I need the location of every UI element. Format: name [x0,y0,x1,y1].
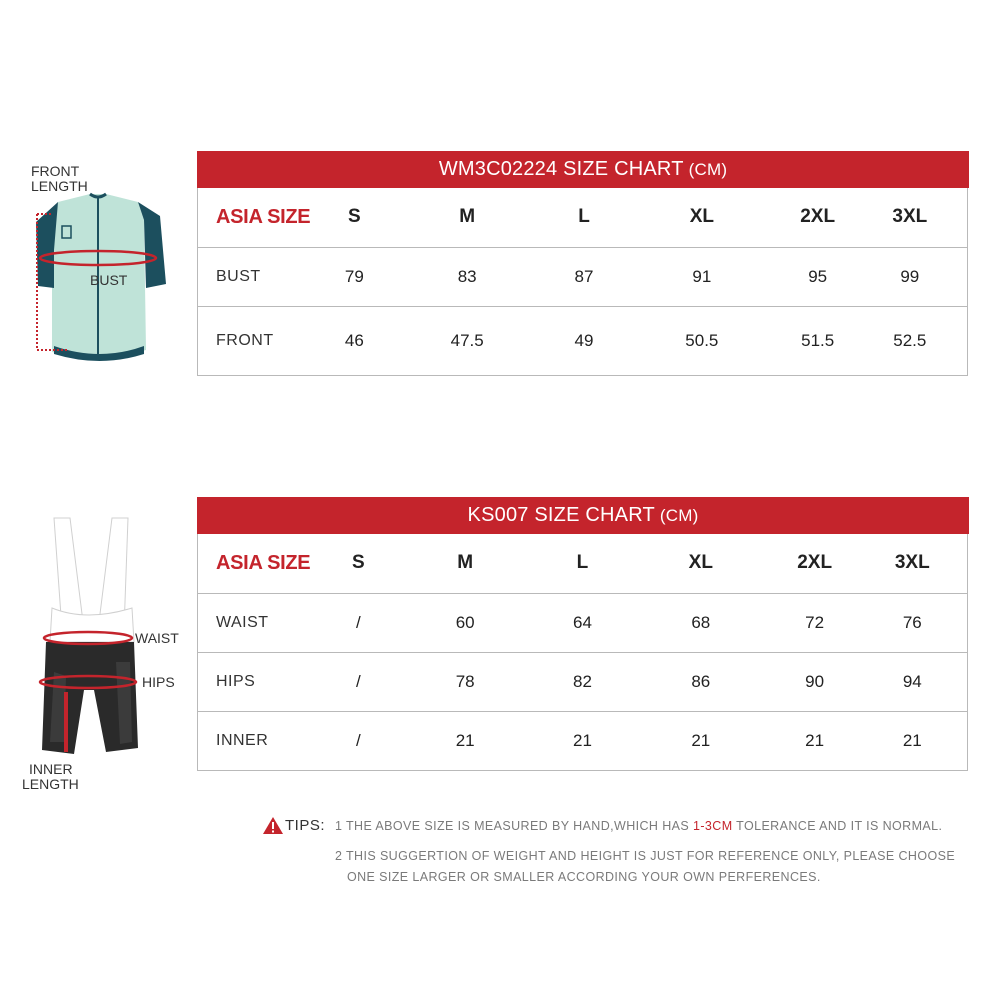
jersey-size-table [197,188,968,376]
table-cell: 99 [853,247,968,306]
table-cell: 95 [783,247,853,306]
table-cell: 21 [858,711,968,770]
inner-length-label-line2: LENGTH [22,776,79,792]
size-heading: S [351,552,365,574]
bib-shorts-illustration [36,512,142,762]
size-heading: L [578,206,590,228]
asia-size-heading: ASIA SIZE [216,205,311,228]
size-heading: 2XL [800,206,836,228]
size-heading: L [576,552,589,574]
tolerance-highlight: 1-3CM [693,819,733,833]
asia-size-heading: ASIA SIZE [216,551,311,574]
table-row [198,711,968,770]
size-heading: M [457,552,474,574]
table-cell: 83 [387,247,547,306]
inner-length-label [22,762,79,792]
table-cell: 52.5 [853,306,968,375]
size-heading: 3XL [892,206,928,228]
size-heading: XL [689,206,714,228]
table-cell: 21 [395,711,535,770]
row-label: BUST [198,247,322,306]
table-cell: 91 [621,247,783,306]
table-cell: / [321,593,395,652]
jersey-chart-title: WM3C02224 SIZE CHART [438,158,684,180]
table-cell: 82 [535,652,630,711]
table-row [198,652,968,711]
table-cell: / [321,652,395,711]
table-cell: 21 [630,711,772,770]
table-cell: 90 [772,652,858,711]
tips-line-1-text: 1 THE ABOVE SIZE IS MEASURED BY HAND,WHICH HAS [335,819,693,833]
table-cell: 50.5 [621,306,783,375]
jersey-chart-title-bar [197,151,969,188]
table-cell: 94 [858,652,968,711]
bib-chart-title: KS007 SIZE CHART [467,504,655,526]
table-cell: 51.5 [783,306,853,375]
tips-line-3: ONE SIZE LARGER OR SMALLER ACCORDING YOUR OWN PERFERENCES. [347,870,821,884]
table-cell: 86 [630,652,772,711]
warning-icon [262,816,284,835]
table-cell: 64 [535,593,630,652]
table-cell: 47.5 [387,306,547,375]
table-header-row [198,534,968,593]
table-row [198,593,968,652]
table-header-row [198,188,968,247]
inner-length-label-line1: INNER [29,761,73,777]
size-heading: XL [688,552,713,574]
row-label: HIPS [198,652,322,711]
table-cell: 60 [395,593,535,652]
front-length-label-line2: LENGTH [31,178,88,194]
jersey-chart-unit: (CM) [688,159,728,179]
table-cell: 21 [535,711,630,770]
tips-line-1 [335,819,942,833]
table-cell: 46 [321,306,387,375]
tips-line-1-text-end: TOLERANCE AND IT IS NORMAL. [732,819,943,833]
front-length-label-line1: FRONT [31,163,80,179]
table-cell: 72 [772,593,858,652]
bib-chart-title-bar [197,497,969,534]
table-cell: 68 [630,593,772,652]
table-cell: 76 [858,593,968,652]
table-cell: 49 [547,306,621,375]
bib-chart-unit: (CM) [659,505,699,525]
table-cell: 21 [772,711,858,770]
bib-size-table [197,534,968,771]
row-label: INNER [198,711,322,770]
waist-label: WAIST [135,630,179,646]
size-heading: 2XL [797,552,833,574]
table-row [198,247,968,306]
table-cell: 78 [395,652,535,711]
row-label: FRONT [198,306,322,375]
table-row [198,306,968,375]
tips-line-2: 2 THIS SUGGERTION OF WEIGHT AND HEIGHT IS JUST FOR REFERENCE ONLY, PLEASE CHOOSE [335,849,956,863]
size-heading: S [348,206,361,228]
table-cell: 79 [321,247,387,306]
size-heading: M [459,206,476,228]
hips-label: HIPS [142,674,175,690]
table-cell: / [321,711,395,770]
row-label: WAIST [198,593,322,652]
tips-label: TIPS: [285,817,326,834]
size-heading: 3XL [894,552,930,574]
bust-label: BUST [90,272,128,288]
table-cell: 87 [547,247,621,306]
